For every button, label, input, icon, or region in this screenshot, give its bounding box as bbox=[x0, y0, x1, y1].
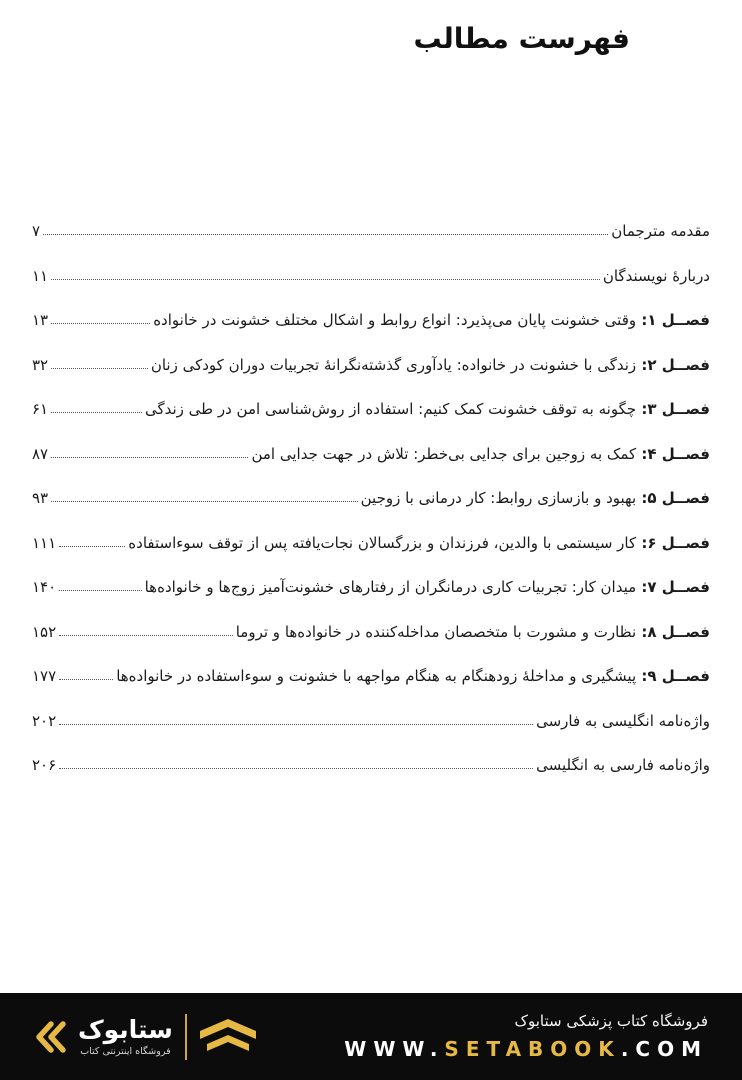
toc-entry bbox=[32, 702, 710, 730]
chapter-label: فصــل ۲: bbox=[636, 355, 710, 374]
dot-leader bbox=[51, 323, 150, 324]
toc-entry bbox=[32, 746, 710, 774]
dot-leader bbox=[59, 679, 113, 680]
toc-entry bbox=[32, 613, 710, 641]
entry-body: کمک به زوجین برای جدایی بی‌خطر: تلاش در جهت جدایی امن bbox=[251, 444, 637, 463]
dot-leader bbox=[59, 590, 141, 591]
entry-title bbox=[251, 445, 710, 463]
logo-title: ستابوک bbox=[78, 1014, 173, 1044]
entry-body: نظارت و مشورت با متخصصان مداخله‌کننده در خانواده‌ها و تروما bbox=[235, 622, 637, 641]
entry-page-number: ۱۱۱ bbox=[32, 533, 57, 552]
entry-title bbox=[145, 400, 710, 418]
entry-title bbox=[536, 756, 710, 774]
entry-page-number: ۲۰۲ bbox=[32, 711, 57, 730]
toc-entry bbox=[32, 479, 710, 507]
chapter-label: فصــل ۷: bbox=[636, 578, 710, 596]
chapter-label: فصــل ۴: bbox=[636, 444, 710, 463]
store-name: فروشگاه کتاب پزشکی ستابوک bbox=[514, 1012, 708, 1030]
entry-page-number: ۷ bbox=[32, 222, 41, 240]
entry-body: واژه‌نامه انگلیسی به فارسی bbox=[536, 711, 710, 730]
toc-entry bbox=[32, 568, 710, 596]
entry-body: بهبود و بازسازی روابط: کارِ درمانی با زوجین bbox=[360, 489, 637, 507]
dot-leader bbox=[51, 279, 600, 280]
dot-leader bbox=[59, 546, 125, 547]
entry-body: دربارۀ نویسندگان bbox=[602, 266, 710, 285]
double-chevron-icon bbox=[30, 1019, 66, 1055]
entry-page-number: ۱۱ bbox=[32, 266, 49, 285]
toc-entry bbox=[32, 524, 710, 552]
entry-title bbox=[128, 534, 710, 552]
toc-entry bbox=[32, 435, 710, 463]
entry-page-number: ۱۵۲ bbox=[32, 622, 57, 641]
entry-body: پیشگیری و مداخلۀ زودهنگام به هنگام مواجهه با خشونت و سوءاستفاده در خانواده‌ها bbox=[116, 667, 637, 685]
entry-title bbox=[153, 311, 710, 329]
entry-page-number: ۱۴۰ bbox=[32, 578, 57, 596]
entry-title bbox=[151, 356, 710, 374]
url-prefix: WWW. bbox=[344, 1037, 445, 1061]
entry-page-number: ۲۰۶ bbox=[32, 756, 57, 774]
entry-body: کارِ سیستمی با والدین، فرزندان و بزرگسالانِ نجات‌یافته پس از توقف سوءاستفاده bbox=[128, 533, 637, 552]
entry-page-number: ۱۳ bbox=[32, 311, 49, 329]
footer-text bbox=[344, 1012, 708, 1061]
logo-text-block bbox=[78, 1016, 173, 1058]
entry-page-number: ۸۷ bbox=[32, 444, 49, 463]
entry-title bbox=[361, 489, 710, 507]
entry-body: واژه‌نامه فارسی به انگلیسی bbox=[536, 756, 710, 774]
dot-leader bbox=[59, 635, 233, 636]
website-url bbox=[344, 1037, 708, 1061]
entry-body: چگونه به توقف خشونت کمک کنیم: استفاده از روش‌شناسی امن در طی زندگی bbox=[144, 400, 637, 418]
toc-list bbox=[32, 212, 710, 791]
url-brand: SETABOOK bbox=[444, 1037, 621, 1061]
dot-leader bbox=[51, 457, 248, 458]
chapter-label: فصــل ۳: bbox=[636, 400, 710, 418]
entry-title bbox=[603, 267, 710, 285]
entry-body: وقتی خشونت پایان می‌پذیرد: انواع روابط و اشکال مختلف خشونت در خانواده bbox=[153, 311, 637, 329]
dot-leader bbox=[43, 234, 608, 235]
dot-leader bbox=[51, 368, 148, 369]
entry-title bbox=[536, 712, 710, 730]
entry-title bbox=[236, 623, 710, 641]
chapter-label: فصــل ۸: bbox=[636, 622, 710, 641]
entry-title bbox=[145, 578, 710, 596]
entry-page-number: ۱۷۷ bbox=[32, 667, 57, 685]
book-stack-icon bbox=[199, 1017, 257, 1057]
entry-body: میدانِ کار: تجربیات کاری درمانگران از رفتارهای خشونت‌آمیز زوج‌ها و خانواده‌ها bbox=[144, 578, 637, 596]
dot-leader bbox=[51, 412, 142, 413]
entry-page-number: ۳۲ bbox=[32, 355, 49, 374]
toc-entry bbox=[32, 301, 710, 329]
toc-entry bbox=[32, 390, 710, 418]
logo-subtitle: فروشگاه اینترنتی کتاب bbox=[80, 1046, 171, 1058]
chapter-label: فصــل ۹: bbox=[636, 667, 710, 685]
chapter-label: فصــل ۶: bbox=[636, 533, 710, 552]
entry-page-number: ۹۳ bbox=[32, 489, 49, 507]
entry-body: مقدمه مترجمان bbox=[611, 222, 710, 240]
toc-entry bbox=[32, 346, 710, 374]
footer-bar bbox=[0, 993, 742, 1080]
dot-leader bbox=[59, 768, 533, 769]
entry-title bbox=[116, 667, 710, 685]
logo-divider bbox=[185, 1014, 187, 1060]
setabook-logo bbox=[30, 1014, 257, 1060]
page-title: فهرست مطالب bbox=[413, 22, 630, 55]
toc-entry bbox=[32, 657, 710, 685]
dot-leader bbox=[51, 501, 358, 502]
entry-page-number: ۶۱ bbox=[32, 400, 49, 418]
chapter-label: فصــل ۵: bbox=[636, 489, 710, 507]
toc-entry bbox=[32, 212, 710, 240]
chapter-label: فصــل ۱: bbox=[636, 311, 710, 329]
toc-entry bbox=[32, 257, 710, 285]
entry-body: زندگی با خشونت در خانواده: یادآوری گذشته‌نگرانۀ تجربیات دوران کودکی زنان bbox=[150, 355, 637, 374]
dot-leader bbox=[59, 724, 533, 725]
url-suffix: .COM bbox=[620, 1037, 708, 1061]
entry-title bbox=[611, 222, 710, 240]
